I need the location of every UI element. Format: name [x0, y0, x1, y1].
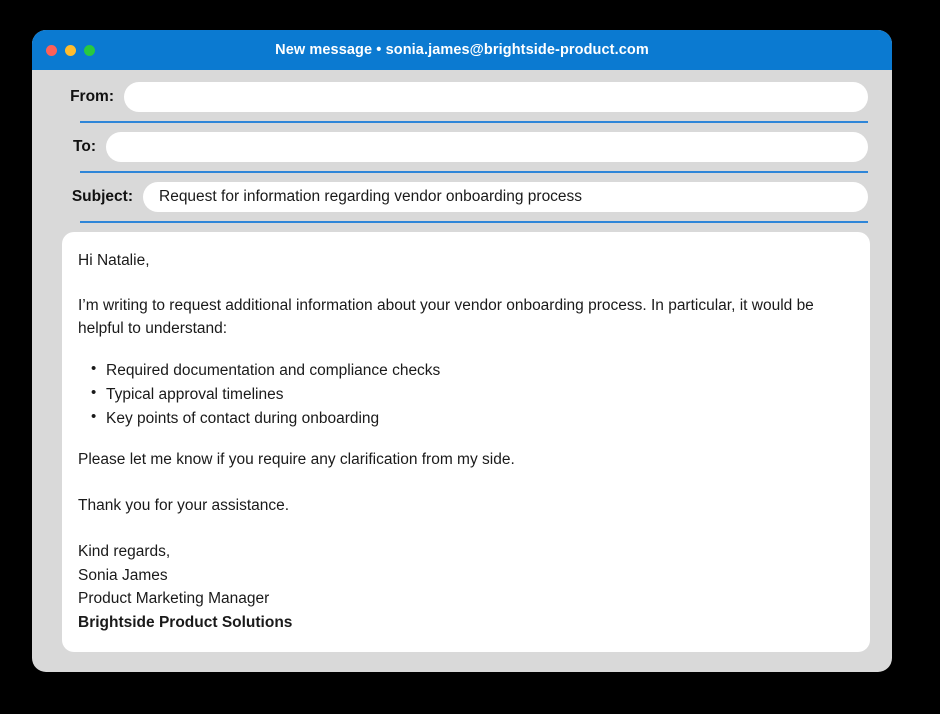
compose-window [32, 30, 892, 672]
to-field-row [32, 128, 892, 166]
to-field-divider [80, 171, 868, 173]
window-controls [46, 30, 95, 70]
signature-company: Brightside Product Solutions [78, 614, 293, 632]
compose-header-fields [32, 70, 892, 228]
body-followup-paragraph: Please let me know if you require any clarification from my side. [78, 451, 515, 469]
from-input[interactable] [124, 82, 868, 112]
subject-field-divider [80, 221, 868, 223]
to-label: To: [73, 138, 96, 155]
minimize-window-button[interactable] [65, 45, 76, 56]
list-item: • Key points of contact during onboarding [78, 407, 844, 431]
to-input[interactable] [106, 132, 868, 162]
from-field-divider [80, 121, 868, 123]
body-spacer-2 [78, 340, 844, 359]
body-bullet-list [78, 359, 844, 430]
list-item: • Typical approval timelines [78, 383, 844, 407]
body-thanks-paragraph: Thank you for your assistance. [78, 496, 290, 514]
body-spacer-3 [78, 430, 844, 449]
from-label: From: [70, 88, 114, 105]
window-titlebar [32, 30, 892, 70]
message-body-area [32, 228, 892, 672]
body-intro-paragraph: I’m writing to request additional information about your vendor onboarding process. In particular, it would be helpful to understand: [78, 297, 814, 337]
body-greeting: Hi Natalie, [78, 252, 150, 269]
signature-closing: Kind regards, [78, 542, 171, 560]
body-spacer-1 [78, 272, 844, 295]
window-title: New message • sonia.james@brightside-product.com [275, 42, 649, 58]
list-item: • Required documentation and compliance checks [78, 359, 844, 383]
body-spacer-5 [78, 517, 844, 540]
subject-label: Subject: [71, 188, 133, 205]
message-body-text [78, 250, 844, 635]
subject-input[interactable] [143, 182, 868, 212]
from-field-row [32, 78, 892, 116]
subject-field-row [32, 178, 892, 216]
signature-name: Sonia James [78, 566, 168, 584]
signature-title: Product Marketing Manager [78, 590, 270, 608]
close-window-button[interactable] [46, 45, 57, 56]
message-body-editor[interactable] [62, 232, 870, 652]
maximize-window-button[interactable] [84, 45, 95, 56]
body-spacer-4 [78, 472, 844, 495]
